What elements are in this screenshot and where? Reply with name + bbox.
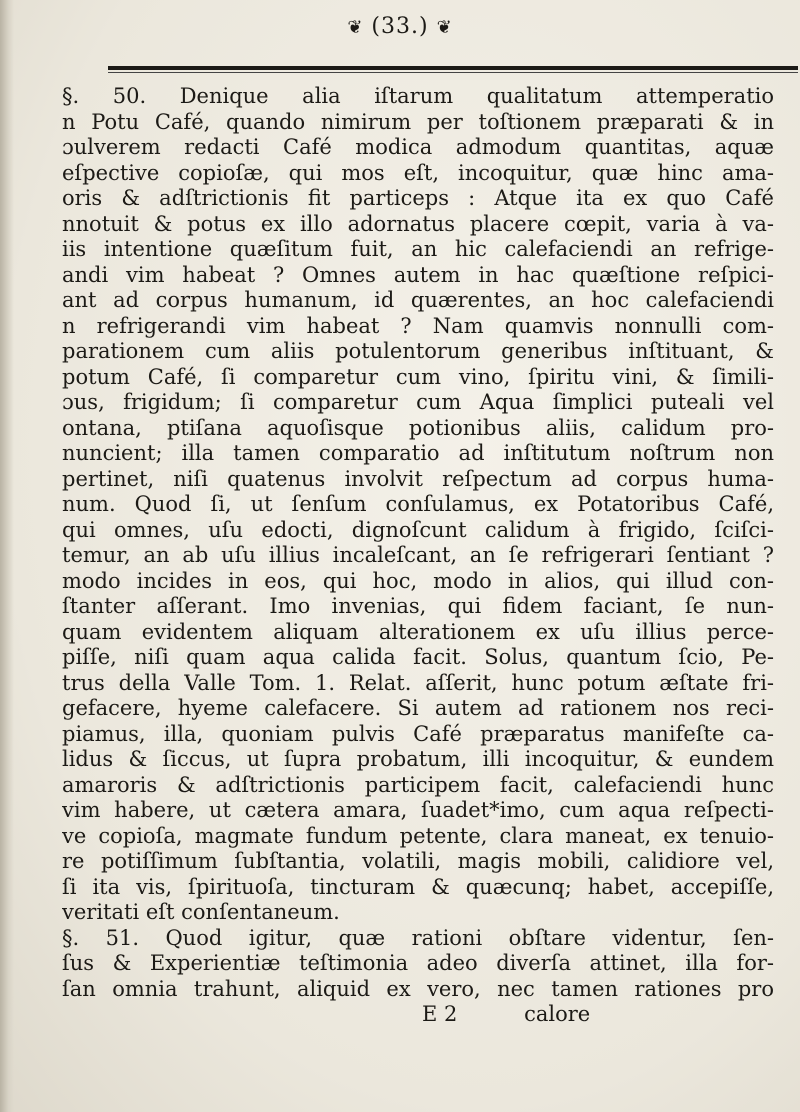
text-line: amaroris & adſtrictionis participem facit, calefaciendi hunc: [62, 772, 774, 797]
text-line: pertinet, niſi quatenus involvit reſpectum ad corpus huma-: [62, 466, 774, 491]
header-rule: [108, 66, 798, 70]
text-line: modo incides in eos, qui hoc, modo in alios, qui illud con-: [62, 568, 774, 593]
text-line: ſus & Experientiæ teſtimonia adeo diverſa attinet, illa for-: [62, 951, 774, 975]
text-line: num. Quod ſi, ut ſenſum conſulamus, ex Potatoribus Café,: [62, 492, 774, 516]
text-line: n refrigerandi vim habeat ? Nam quamvis nonnulli com-: [62, 313, 774, 338]
text-line: re potiſſimum ſubſtantia, volatili, magis mobili, calidiore vel,: [62, 849, 774, 873]
ornament-right-icon: ❦: [436, 16, 453, 38]
text-line: gefacere, hyeme calefacere. Si autem ad rationem nos reci-: [62, 696, 774, 720]
text-line: oris & adſtrictionis fit particeps : Atque ita ex quo Café: [62, 186, 774, 210]
signature-and-catchword: E 2 calore: [422, 1002, 591, 1026]
text-line: ſtanter aſſerant. Imo invenias, qui fidem faciant, ſe nun-: [62, 594, 774, 618]
text-line: §. 50. Denique alia iſtarum qualitatum attemperatio: [62, 84, 774, 108]
header-rule-thin: [108, 72, 798, 73]
text-line: ſi ita vis, ſpirituoſa, tincturam & quæcunq; habet, accepiſſe,: [62, 874, 774, 899]
text-line: eſpective copioſæ, qui mos eſt, incoquitur, quæ hinc ama-: [62, 160, 774, 185]
text-line: lidus & ſiccus, ut ſupra probatum, illi incoquitur, & eundem: [62, 747, 774, 771]
text-line: andi vim habeat ? Omnes autem in hac quæſtione reſpici-: [62, 262, 774, 287]
ornament-left-icon: ❦: [347, 16, 364, 38]
text-line: ve copioſa, magmate fundum petente, clara maneat, ex tenuio-: [62, 823, 774, 848]
text-line: quam evidentem aliquam alterationem ex uſu illius perce-: [62, 619, 774, 644]
text-line: nuncient; illa tamen comparatio ad inſtitutum noſtrum non: [62, 441, 774, 465]
text-line: iis intentione quæſitum fuit, an hic calefaciendi an refrige-: [62, 237, 774, 261]
text-line: piſſe, niſi quam aqua calida facit. Solus, quantum ſcio, Pe-: [62, 645, 774, 669]
text-line: parationem cum aliis potulentorum generibus inſtituant, &: [62, 339, 774, 363]
text-line: piamus, illa, quoniam pulvis Café præparatus manifeſte ca-: [62, 721, 774, 746]
page-header: [0, 10, 800, 54]
page-number-line: [260, 14, 540, 39]
body-text: [62, 84, 774, 1028]
text-line: ontana, ptiſana aquoſisque potionibus aliis, calidum pro-: [62, 415, 774, 440]
text-line: ſan omnia trahunt, aliquid ex vero, nec tamen rationes pro: [62, 976, 774, 1001]
text-line: vim habere, ut cætera amara, ſuadet*imo, cum aqua reſpecti-: [62, 798, 774, 822]
text-line: n Potu Café, quando nimirum per toſtionem præparati & in: [62, 109, 774, 134]
text-line: temur, an ab uſu illius incaleſcant, an ſe refrigerari ſentiant ?: [62, 543, 774, 567]
text-line: potum Café, ſi comparetur cum vino, ſpiritu vini, & ſimili-: [62, 364, 774, 389]
text-line: §. 51. Quod igitur, quæ rationi obſtare videntur, ſen-: [62, 925, 774, 950]
text-line: ɔulverem redacti Café modica admodum quantitas, aquæ: [62, 135, 774, 159]
text-line: qui omnes, uſu edocti, dignoſcunt calidum à frigido, ſciſci-: [62, 517, 774, 542]
text-line: nnotuit & potus ex illo adornatus placere cœpit, varia à va-: [62, 211, 774, 236]
text-line: ant ad corpus humanum, id quærentes, an hoc calefaciendi: [62, 288, 774, 312]
text-line: trus della Valle Tom. 1. Relat. aſſerit, hunc potum æſtate fri-: [62, 670, 774, 695]
page-number: (33.): [371, 14, 429, 39]
text-line: ɔus, frigidum; ſi comparetur cum Aqua ſimplici puteali vel: [62, 390, 774, 414]
page-gutter-shadow: [0, 0, 14, 1112]
text-line: veritati eſt conſentaneum.: [62, 900, 340, 924]
